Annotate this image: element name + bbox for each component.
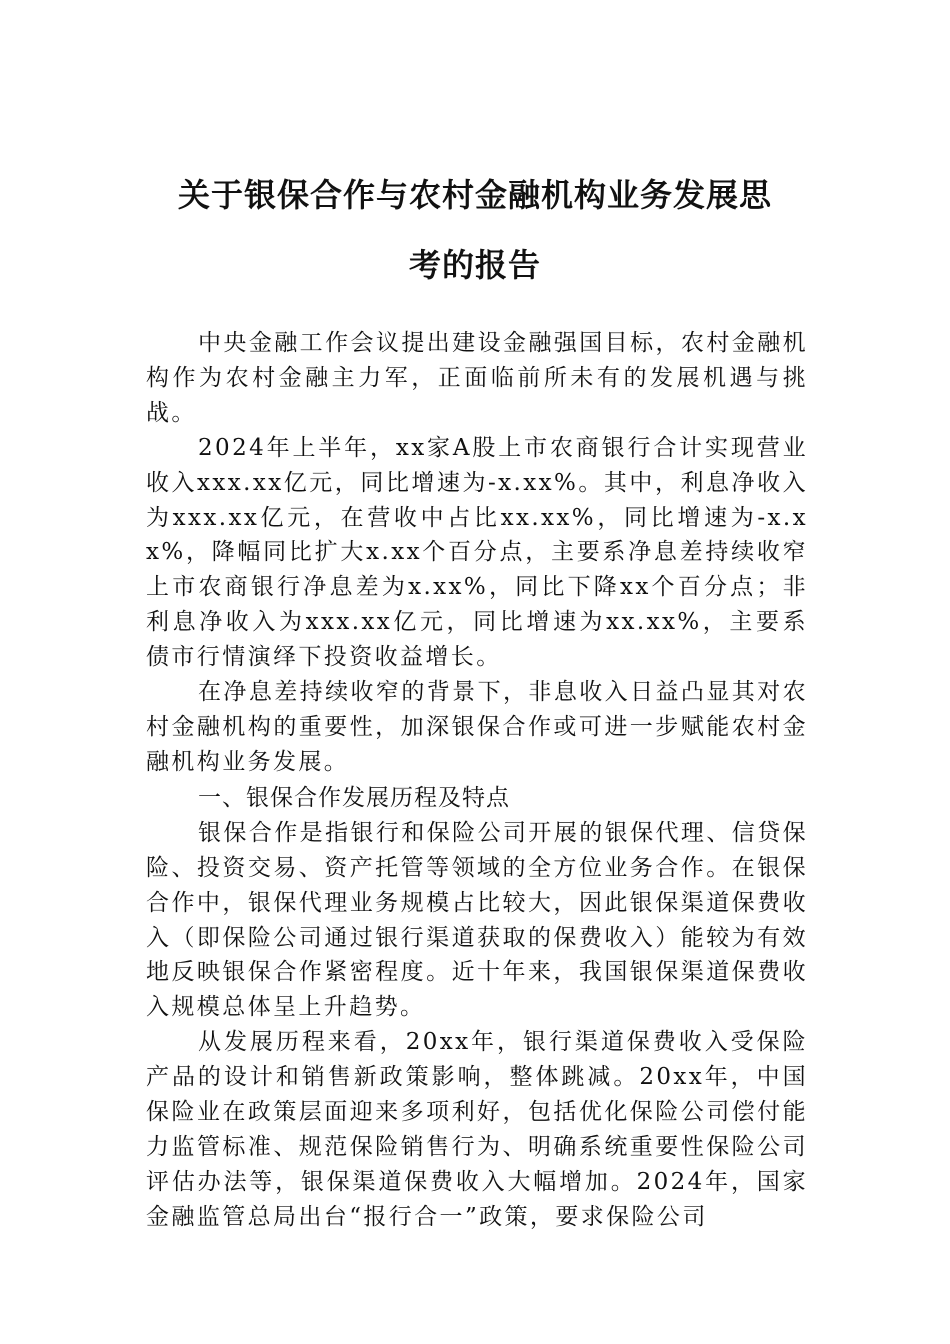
section-heading: 一、银保合作发展历程及特点 (198, 784, 510, 811)
paragraph-history: 从发展历程来看，20xx年，银行渠道保费收入受保险产品的设计和销售新政策影响，整体跳减。20xx年，中国保险业在政策层面迎来多项利好，包括优化保险公司偿付能力监管标准、规范保险销售行为、明确系统重要性保险公司评估办法等，银保渠道保费收入大幅增加。2024年，国家金融监管总局出台“报行合一”政策，要求保险公司 (146, 1029, 808, 1230)
document-title (120, 160, 830, 300)
paragraph-intro: 中央金融工作会议提出建设金融强国目标，农村金融机构作为农村金融主力军，正面临前所未有的发展机遇与挑战。 (146, 330, 808, 426)
paragraph-definition: 银保合作是指银行和保险公司开展的银保代理、信贷保险、投资交易、资产托管等领域的全方位业务合作。在银保合作中，银保代理业务规模占比较大，因此银保渠道保费收入（即保险公司通过银行渠道获取的保费收入）能较为有效地反映银保合作紧密程度。近十年来，我国银保渠道保费收入规模总体呈上升趋势。 (146, 819, 808, 1021)
title-line-2: 考的报告 (408, 246, 541, 284)
document-body (146, 326, 808, 1235)
title-line-1: 关于银保合作与农村金融机构业务发展思 (177, 176, 772, 214)
paragraph-context: 在净息差持续收窄的背景下，非息收入日益凸显其对农村金融机构的重要性，加深银保合作或可进一步赋能农村金融机构业务发展。 (146, 679, 808, 775)
paragraph-financials: 2024年上半年，xx家A股上市农商银行合计实现营业收入xxx.xx亿元，同比增速为-x.xx%。其中，利息净收入为xxx.xx亿元，在营收中占比xx.xx%，同比增速为-x.xx%，降幅同比扩大x.xx个百分点，主要系净息差持续收窄上市农商银行净息差为x.xx%，同比下降xx个百分点；非利息净收入为xxx.xx亿元，同比增速为xx.xx%，主要系债市行情演绎下投资收益增长。 (146, 434, 808, 671)
